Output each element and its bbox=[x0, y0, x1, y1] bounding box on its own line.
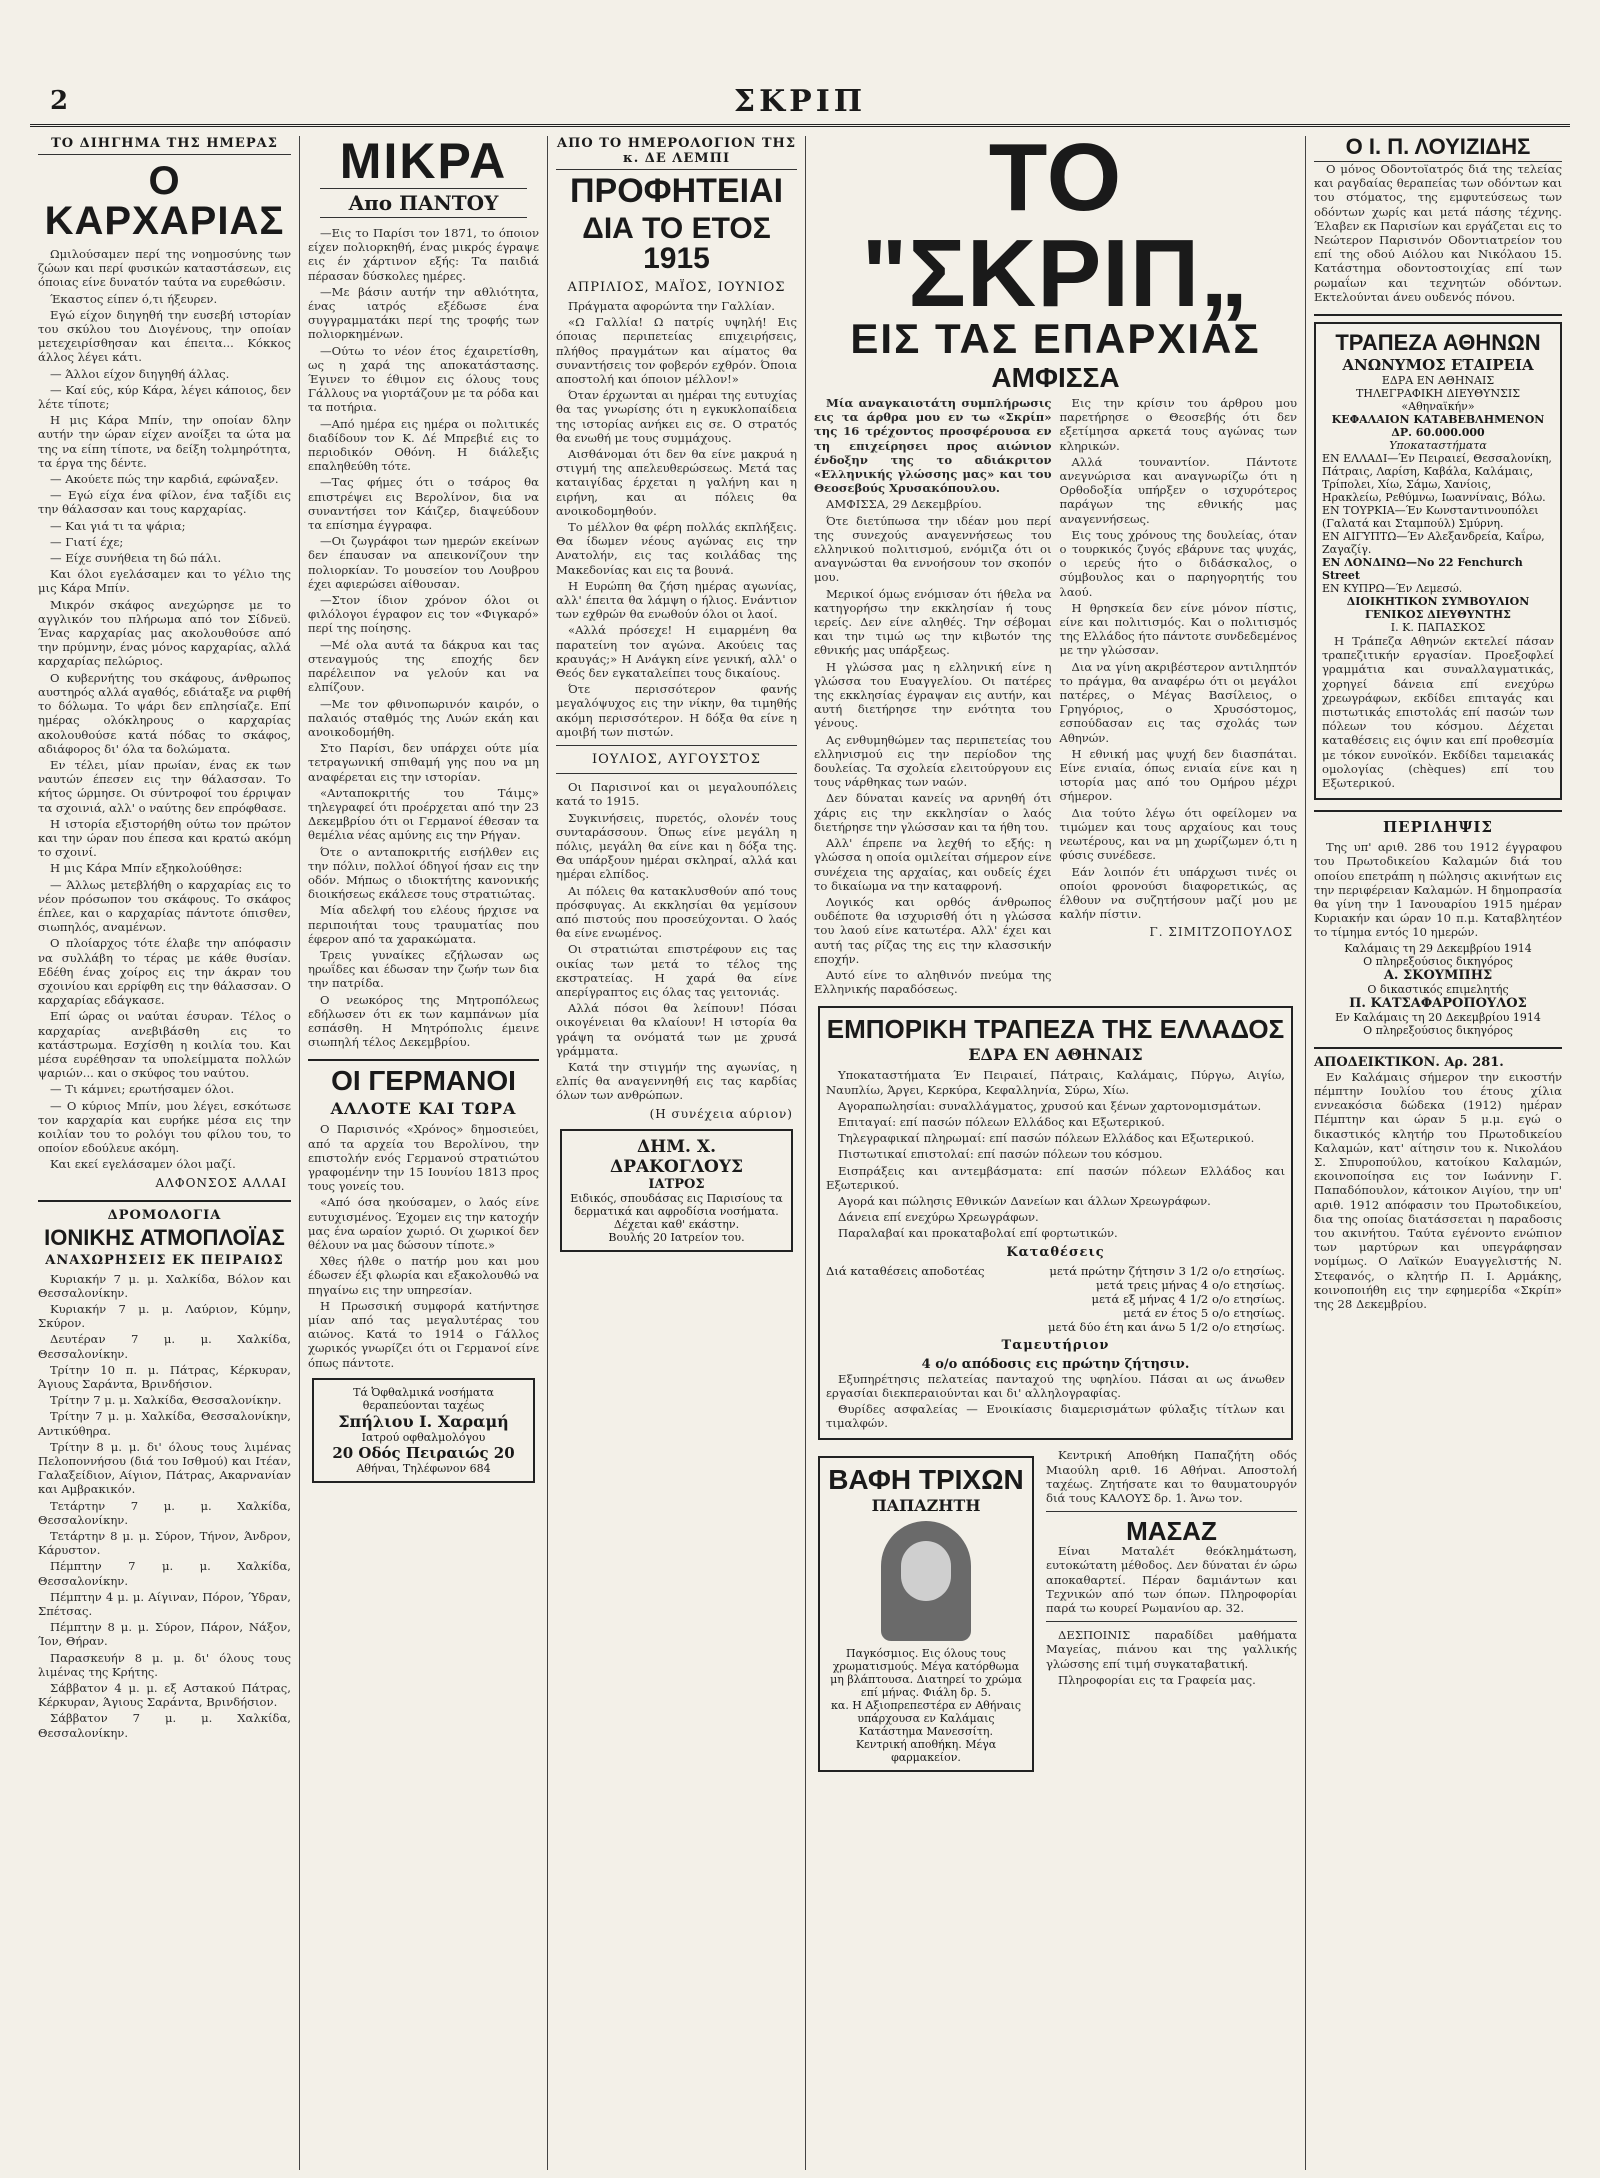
summary-place-2: Εν Καλάμαις τη 20 Δεκεμβρίου 1914 bbox=[1335, 1010, 1541, 1024]
hair-dye-text: Παγκόσμιος. Εις όλους τους χρωματισμούς. Μέγα κατόρθωμα μη βλάπτουσα. Διατηρεί το χρώμα επί μήνας. Φιάλη δρ. 5. bbox=[830, 1647, 1022, 1700]
emporiki-service: Τηλεγραφικαί πληρωμαί: επί πασών πόλεων Ελλάδος και Εξωτερικού. bbox=[838, 1131, 1255, 1146]
summary-title: ΠΕΡΙΛΗΨΙΣ bbox=[1382, 818, 1494, 837]
emporiki-service: Αγορά και πώλησις Εθνικών Δανείων και άλλων Χρεωγράφων. bbox=[838, 1193, 1211, 1208]
mikra-subhead: Απο ΠΑΝΤΟΥ bbox=[320, 188, 527, 218]
schedule-line: Παρασκευήν 8 μ. μ. δι' όλους τους λιμένας της Κρήτης. bbox=[38, 1650, 291, 1679]
savings-title: Ταμευτήριον bbox=[1001, 1337, 1110, 1353]
decision-text: Εν Καλάμαις σήμερον την εικοστήν πέμπτην Ιουλίου του έτους χίλια εννεακόσια δώδεκα (1912) ημέραν Πέμπτην και ώραν 5 μ.μ. εγώ ο δικαστικός κλητήρ του Πρωτοδικείου Καλαμών, κατ' αίτησιν του κ. Νικολάου Σ. Σπυροπούλου, κατοίκου Καλαμών, εκοινοποίησα εις τον Ιωάννην Γ. Παπαδόπουλον, κάτοικον Αιγίου, την υπ' αριθ. 1912 απόφασιν του Πρωτοδικείου, δια της οποίας διατάσσεται η παραδοσις του ακινήτου. Ταύτα εγένοντο ενώπιον των μαρτύρων και υπεγράφησαν νομίμως. Ο Λαϊκών Ευαγγελιστής Ν. Στεφανός, ο κλητήρ Π. Ι. Αρμάκης, κοινοποιήθη εις την εφημερίδα «Σκρίπ» της 28 Δεκεμβρίου. bbox=[1314, 1069, 1562, 1311]
prophecy-paragraph: Πράγματα αφορώντα την Γαλλίαν. bbox=[568, 299, 775, 313]
story-paragraph: Και εκεί εγελάσαμεν όλοι μαζί. bbox=[50, 1157, 236, 1172]
story-paragraph: Η μις Κάρα Μπίν εξηκολούθησε: bbox=[50, 861, 243, 876]
doctor-title: ΙΑΤΡΟΣ bbox=[648, 1176, 705, 1192]
schedule-line: Τετάρτην 7 μ. μ. Χαλκίδα, Θεσσαλονίκην. bbox=[38, 1498, 291, 1527]
story-paragraph: Ο πλοίαρχος τότε έλαβε την απόφασιν να συλλάβη το τέρας με κάθε θυσίαν. Εδέθη ένας χοίρος εις την άκραν του σχοινίου και ερρίφθη εις την θάλασσαν. Ο καρχαρίας εδάγκασε. bbox=[38, 936, 291, 1008]
story-paragraph: Ο κυβερνήτης του σκάφους, άνθρωπος αυστηρός αλλά αγαθός, εδιάταξε να ριφθή το δόλωμα. Το ψάρι δεν επλησίαζε. Επί ημέρας ολόκληρους ο καρχαρίας ακολουθούσε κατά πόδας το σκάφος, αδιάφορος δι' όλα τα δολώματα. bbox=[38, 670, 291, 756]
mikra-item: Στο Παρίσι, δεν υπάρχει ούτε μία τετραγωνική σπιθαμή γης που να μη αναφέρεται εις την ιστορίαν. bbox=[308, 741, 539, 784]
mikra-item: —Μέ ολα αυτά τα δάκρυα και τας στεναγμούς της εποχής δεν παρέλειπον να γελούν και να ελπίζουν. bbox=[308, 637, 539, 695]
prophecy-paragraph: Το μέλλον θα φέρη πολλάς εκπλήξεις. Θα ίδωμεν νέους αγώνας εις την Ανατολήν, εις τας κοιλάδας της Μακεδονίας και εις τα βουνά. bbox=[556, 520, 797, 577]
emporiki-service: Επιταγαί: επί πασών πόλεων Ελλάδος και Εξωτερικού. bbox=[838, 1114, 1165, 1129]
prophecy-paragraph: Αι πόλεις θα κατακλυσθούν από τους πρόσφυγας. Αι εκκλησίαι θα γεμίσουν από πιστούς που προσεύχονται. Ο λαός θα είνε ενωμένος. bbox=[556, 883, 797, 941]
skrip-place: ΑΜΦΙΣΣΑ bbox=[991, 362, 1120, 393]
eye-ad-address: 20 Οδός Πειραιώς 20 bbox=[332, 1443, 515, 1462]
hair-dye-name: ΠΑΠΑΖΗΤΗ bbox=[871, 1496, 981, 1516]
summary-seal: Ο πληρεξούσιος δικηγόρος bbox=[1363, 1023, 1513, 1037]
column-prophecies bbox=[548, 136, 806, 2170]
hair-dye-ad bbox=[818, 1456, 1034, 1772]
germans-body bbox=[308, 1122, 539, 1369]
massage-text: Είναι Ματαλέτ θεόκλημάτωση, ευτοκώτατη μέθοδος. Δεν δύναται έν ώρω αποκαθαρτεί. Πέραν δαμιάντων και Τεχνικών από των όπων. Πληροφορίαι παρά τω κουρεί Ρωμανίου αρ. 32. bbox=[1046, 1544, 1297, 1615]
prophecy-continued: (Η συνέχεια αύριον) bbox=[649, 1106, 793, 1121]
hair-dye-right: Κεντρική Αποθήκη Παπαζήτη οδός Μιαούλη αριθ. 16 Αθήναι. Αποστολή ταχέως. Ζητήσατε και το θαυματουργόν διά τους ΚΑΛΟΥΣ δρ. 1. Άνω τον. bbox=[1046, 1448, 1297, 1505]
summary-text: Της υπ' αριθ. 286 του 1912 έγγραφου του Πρωτοδικείου Καλαμών διά του οποίου επετράπη η πώλησις ακινήτων εις την περιφέρειαν Καλαμών. Η δημοπρασία θα γίνη την 1 Ιανουαρίου 1915 ημέραν Κυριακήν και ώραν 10 π.μ. Καταβλητέον το τίμημα εντός 10 ημερών. bbox=[1314, 840, 1562, 940]
skrip-intro: Μία αναγκαιοτάτη συμπλήρωσις εις τα άρθρα μου εν τω «Σκρίπ» της 16 τρέχοντος προσφέρουσα εν τη επιχείρησει προς αιώνιον ένδοξην της το αδιάκριτον «Ελληνικής γλώσσης μας» και του Θεοσεβούς Χρυσακόπουλου. bbox=[814, 396, 1052, 496]
schedule-line: Κυριακήν 7 μ. μ. Λαύριον, Κύμην, Σκύρον. bbox=[38, 1302, 291, 1331]
schedule-line: Τρίτην 8 μ. μ. δι' όλους τους λιμένας Πελοποννήσου (διά του Ισθμού) και Ιτέαν, Γαλαξείδιον, Αίγιον, Πάτρας, Ακαρνανίαν και Αμβρακικόν. bbox=[38, 1439, 291, 1497]
schedule-line: Τρίτην 10 π. μ. Πάτρας, Κέρκυραν, Άγιους Σαράντα, Βρινδήσιον. bbox=[38, 1362, 291, 1392]
portrait-illustration bbox=[881, 1521, 971, 1641]
column-mikra bbox=[300, 136, 548, 2170]
summary-lawyer-title: Ο πληρεξούσιος δικηγόρος bbox=[1363, 954, 1513, 968]
doctor-ad bbox=[560, 1129, 793, 1252]
bank-athens-text: Η Τράπεζα Αθηνών εκτελεί πάσαν τραπεζιτικήν εργασίαν. Προεξοφλεί γραμμάτια και συναλλαγματικάς, χορηγεί δάνεια επί ενεχύρω χρεωγράφων, εκδίδει επιταγάς και πιστωτικάς επιστολάς επί πασών των πόλεων του κόσμου. Δέχεται καταθέσεις εις όψιν και επί προθεσμία με τόκον ευνοϊκόν. Εκδίδει ταμειακάς ομολογίας (chèques) επί του Εξωτερικού. bbox=[1322, 634, 1554, 791]
skrip-subheadline: ΕΙΣ ΤΑΣ ΕΠΑΡΧΙΑΣ bbox=[850, 315, 1261, 362]
story-author: ΑΛΦΟΝΣΟΣ ΑΛΛΑΙ bbox=[155, 1175, 287, 1190]
bank-athens-line: ΕΝ ΚΥΠΡΩ—Έν Λεμεσώ. bbox=[1322, 582, 1463, 596]
mikra-item: Ο νεωκόρος της Μητροπόλεως εδήλωσεν ότι εκ των καμπάνων μία εσπάσθη. Η Μητρόπολις έμεινε σιωπηλή τέλος Δεκεμβρίου. bbox=[308, 992, 539, 1050]
story-headline: Ο ΚΑΡΧΑΡΙΑΣ bbox=[44, 159, 285, 243]
skrip-paragraph: Εις την κρίσιν του άρθρου μου παρετήρησε ο Θεοσεβής ότι δεν εξετίμησα αρκετά τους αγώνας των κληρικών. bbox=[1059, 396, 1297, 453]
story-paragraph: Ωμιλούσαμεν περί της νοημοσύνης των ζώων και περί φυσικών καταστάσεων, εις όποιας είνε δυνατόν ταύτα να ευρεθώσιν. bbox=[38, 247, 291, 290]
newspaper-name: ΣΚΡΙΠ bbox=[733, 84, 867, 119]
prophecy-paragraph: Συγκινήσεις, πυρετός, ολονέν τους συνταράσσουν. Όπως είνε μεγάλη η πόλις, μεγάλη θα είνε και η δόξα της. Θα υπάρξουν ημέραι σκληραί, αλλά και ημέραι ελπίδος. bbox=[556, 810, 797, 882]
emporiki-footer: Εξυπηρέτησις πελατείας πανταχού της υφηλίου. Πάσαι αι ως άνωθεν εργασίαι διεκπεραιούνται και δι' αλληλογραφίας. bbox=[826, 1371, 1285, 1400]
emporiki-service: Πιστωτικαί επιστολαί: επί πασών πόλεων του κόσμου. bbox=[838, 1147, 1163, 1162]
story-paragraph: Εν τέλει, μίαν πρωίαν, ένας εκ των ναυτών έπεσεν εις την θάλασσαν. Το κήτος ώρμησε. Οι σύντροφοί του έρριψαν τα σχοινιά, αλλ' ο ναύτης δεν επρόφθασε. bbox=[38, 757, 291, 815]
bank-athens-title: ΤΡΑΠΕΖΑ ΑΘΗΝΩΝ bbox=[1335, 330, 1541, 356]
hair-dye-center: Κεντρική αποθήκη. Μέγα φαρμακείον. bbox=[855, 1738, 997, 1765]
bank-athens-line: Ι. Κ. ΠΑΠΑΣΚΟΣ bbox=[1390, 621, 1486, 635]
summary-lawyer: Α. ΣΚΟΥΜΠΗΣ bbox=[1383, 967, 1493, 983]
mikra-item: —Από ημέρα εις ημέρα οι πολιτικές διαδίδουν τον Κ. Δέ Μπρεβιέ εις το περιοδικόν Οθόνη. Η διάλεξις επαληθεύθη τότε. bbox=[308, 416, 539, 474]
doctor-text: Ειδικός, σπουδάσας εις Παρισίους τα δερματικά και αφροδίσια νοσήματα. Δέχεται καθ' εκάστην. bbox=[570, 1191, 783, 1231]
story-paragraph: Έκαστος είπεν ό,τι ήξευρεν. bbox=[50, 291, 218, 306]
mikra-headline: ΜΙΚΡΑ bbox=[339, 136, 508, 189]
deposits-title: Καταθέσεις bbox=[1006, 1244, 1105, 1260]
story-body bbox=[38, 247, 291, 1172]
column-notices bbox=[1306, 136, 1570, 2170]
masthead bbox=[30, 80, 1570, 127]
skrip-paragraph: Δια τούτο λέγω ότι οφείλομεν να τιμώμεν και τους αρχαίους και τους νεωτέρους, και να μη χωρίζωμεν ό,τι η φύσις συνέδεσε. bbox=[1059, 805, 1297, 863]
decision-title: ΑΠΟΔΕΙΚΤΙΚΟΝ. Αρ. 281. bbox=[1314, 1054, 1504, 1070]
story-paragraph: Και όλοι εγελάσαμεν και το γέλιο της μις Κάρα Μπίν. bbox=[38, 567, 291, 596]
summary-clerk-name: Π. ΚΑΤΣΑΦΑΡΟΠΟΥΛΟΣ bbox=[1349, 995, 1527, 1011]
prophecy-paragraph: Αισθάνομαι ότι δεν θα είνε μακρυά η στιγμή της απελευθερώσεως. Μετά τας καταιγίδας έρχεται η γαλήνη και η ειρήνη, και αι πόλεις θα ανοικοδομηθούν. bbox=[556, 447, 797, 518]
emporiki-subtitle: ΕΔΡΑ ΕΝ ΑΘΗΝΑΙΣ bbox=[968, 1045, 1143, 1065]
emporiki-bank-ad bbox=[818, 1006, 1293, 1440]
skrip-paragraph: Δια να γίνη ακριβέστερον αντιληπτόν το πράγμα, θα αναφέρω ότι οι μεγάλοι πατέρες, ο Μέγας Βασίλειος, ο Γρηγόριος, ο Χρυσόστομος, εσπούδασαν εις τας σχολάς των Αθηνών. bbox=[1059, 659, 1297, 745]
mikra-item: —Εις το Παρίσι τον 1871, το όποιον είχεν πολιορκηθή, ένας μικρός έγραψε εις έν χάρτινον εξής: Τα παιδιά πέρασαν δύσκολες ημέρες. bbox=[308, 226, 539, 283]
skrip-paragraph: Εάν λοιπόν έτι υπάρχωσι τινές οι οποίοι φρονούσι διαφορετικώς, ας έλθουν να συζητήσουν μαζί μου με καλήν πίστιν. bbox=[1059, 864, 1297, 922]
story-paragraph: — Άλλοι είχον διηγηθή άλλας. bbox=[50, 366, 230, 381]
skrip-paragraph: Αλλ' έπρεπε να λεχθή το εξής: η γλώσσα η οποία ομιλείται σήμερον είνε συνέχεια της αρχαίας, και ουδείς έχει το δικαίωμα να την καταφρονή. bbox=[814, 836, 1052, 893]
schedule-line: Δευτέραν 7 μ. μ. Χαλκίδα, Θεσσαλονίκην. bbox=[38, 1332, 291, 1361]
lessons-text: ΔΕΣΠΟΙΝΙΣ παραδίδει μαθήματα Μαγείας, πιάνου και της γαλλικής γλώσσης επί τιμή συγκαταβατική. bbox=[1046, 1628, 1297, 1671]
schedule-line: Πέμπτην 7 μ. μ. Χαλκίδα, Θεσσαλονίκην. bbox=[38, 1559, 291, 1588]
summary-clerk: Ο δικαστικός επιμελητής bbox=[1367, 982, 1509, 996]
story-paragraph: — Καί εύς, κύρ Κάρα, λέγει κάποιος, δεν λέτε τίποτε; bbox=[38, 382, 291, 412]
bank-athens-line: ΚΕΦΑΛΑΙΟΝ ΚΑΤΑΒΕΒΛΗΜΕΝΟΝ ΔΡ. 60.000.000 bbox=[1331, 413, 1545, 440]
skrip-paragraph: Αυτό είνε το αληθινόν πνεύμα της Ελληνικής παραδόσεως. bbox=[814, 967, 1052, 997]
lessons-info: Πληροφορίαι εις τα Γραφεία μας. bbox=[1058, 1672, 1256, 1687]
deposit-row: μετά εν έτος 5 ο/ο ετησίως. bbox=[1123, 1305, 1285, 1320]
schedule-line: Σάββατον 4 μ. μ. εξ Αστακού Πάτρας, Κέρκυραν, Άγιους Σαράντα, Βρινδήσιον. bbox=[38, 1681, 291, 1710]
eye-ad-line: Ιατρού οφθαλμολόγου bbox=[361, 1430, 486, 1444]
deposit-row: Διά καταθέσεις αποδοτέας μετά πρώτην ζήτησιν 3 1/2 ο/ο ετησίως. bbox=[826, 1263, 1285, 1278]
schedule-line: Σάββατον 7 μ. μ. Χαλκίδα, Θεσσαλονίκην. bbox=[38, 1711, 291, 1740]
prophecy-kicker: ΑΠΟ ΤΟ ΗΜΕΡΟΛΟΓΙΟΝ ΤΗΣ κ. ΔΕ ΛΕΜΠΙ bbox=[556, 136, 797, 170]
schedule-list bbox=[38, 1272, 291, 1740]
mikra-item: —Οι ζωγράφοι των ημερών εκείνων δεν έπαυσαν να απεικονίζουν την πολιορκίαν. Το μουσείον του Λουβρου έχει αφιερώσει αίθουσαν. bbox=[308, 534, 539, 591]
story-paragraph: — Ο κύριος Μπίν, μου λέγει, εσκότωσε τον καρχαρία και ευρήκε μέσα εις την κοιλίαν του το ρολόγι του φίλου του, το οποίον εδούλευε ακόμη. bbox=[38, 1098, 291, 1156]
germans-paragraph: Χθες ήλθε ο πατήρ μου και μου έδωσεν έξι φλωρία και εξακολουθώ να πηγαίνω εις την υπηρεσίαν. bbox=[308, 1254, 539, 1297]
bank-athens-line: ΕΝ ΕΛΛΑΔΙ—Έν Πειραιεί, Θεσσαλονίκη, Πάτραις, Λαρίση, Καβάλα, Καλάμαις, Τρίπολει, Χίω, Σάμω, Χανίοις, Ηρακλείω, Ρεθύμνω, Ιωαννίναις, Βόλω. bbox=[1322, 452, 1552, 505]
mikra-item: —Τας φήμες ότι ο τσάρος θα επιστρέψει εις Βερολίνον, δια να συναντήσει τον Κάιζερ, διαψεύδουν τα επίσημα έγγραφα. bbox=[308, 475, 539, 533]
mikra-item: Μία αδελφή του ελέους ήρχισε να περιποιήται τους τραυματίας που έφερον από τα χαρακώματα. bbox=[308, 903, 539, 946]
deposit-row: μετά εξ μήνας 4 1/2 ο/ο ετησίως. bbox=[1091, 1291, 1285, 1306]
skrip-paragraph: Η εθνική μας ψυχή δεν διασπάται. Είνε ενιαία, όπως ενιαία είνε και η ιστορία μας από του Ομήρου μέχρι σήμερον. bbox=[1059, 746, 1297, 804]
emporiki-title: ΕΜΠΟΡΙΚΗ ΤΡΑΠΕΖΑ ΤΗΣ ΕΛΛΑΔΟΣ bbox=[826, 1014, 1285, 1045]
prophecy-body-2 bbox=[556, 780, 797, 1102]
mikra-item: —Στον ίδιον χρόνον όλοι οι φιλόλογοι έγραφον εις τον «Φιγκαρό» περί της ποίησης. bbox=[308, 593, 539, 636]
bank-athens-line: ΔΙΟΙΚΗΤΙΚΟΝ ΣΥΜΒΟΥΛΙΟΝ bbox=[1346, 595, 1530, 609]
bottom-ads bbox=[814, 1448, 1297, 1780]
skrip-article bbox=[814, 396, 1297, 998]
deposit-row: μετά δύο έτη και άνω 5 1/2 ο/ο ετησίως. bbox=[1048, 1319, 1285, 1334]
prophecy-paragraph: Οι στρατιώται επιστρέφουν εις τας οικίας των μετά το τέλος της εκστρατείας. Η χαρά θα είνε απερίγραπτος εις όλας τας γειτονιάς. bbox=[556, 942, 797, 999]
mikra-item: —Με τον φθινοπωρινόν καιρόν, ο παλαιός σταθμός της Λυών εκάη και ανοικοδομήθη. bbox=[308, 696, 539, 739]
skrip-paragraph: Η γλώσσα μας η ελληνική είνε η γλώσσα του Ευαγγελίου. Οι πατέρες της εκκλησίας έγραψαν εις αυτήν, και αυτή διετήρησε την ενότητα του γένους. bbox=[814, 659, 1052, 731]
story-paragraph: — Άλλως μετεβλήθη ο καρχαρίας εις το νέον πρόσωπον του σκάφους. Το σκάφος έπλεε, και ο καρχαρίας πάντοτε όπισθεν, σιωπηλός, αναμένων. bbox=[38, 877, 291, 935]
prophecy-subheadline: ΔΙΑ ΤΟ ΕΤΟΣ 1915 bbox=[582, 212, 771, 275]
bank-athens-ad bbox=[1314, 322, 1562, 800]
prophecy-paragraph: Κατά την στιγμήν της αγωνίας, η ελπίς θα αναγεννηθή εις τας καρδίας όλων των ανθρώπων. bbox=[556, 1059, 797, 1103]
prophecy-paragraph: Όταν έρχωνται αι ημέραι της ευτυχίας θα τας γνωρίσης ότι η εγκυκλοπαίδεια της ιστορίας ανήκει εις σε. Ο στρατός θα ενωθή με τους συμμάχους. bbox=[556, 388, 797, 445]
schedule-line: Τετάρτην 8 μ. μ. Σύρον, Τήνον, Άνδρον, Κάρυστον. bbox=[38, 1529, 291, 1558]
story-paragraph: — Και γιά τι τα ψάρια; bbox=[50, 518, 186, 533]
summary-place: Καλάμαις τη 29 Δεκεμβρίου 1914 bbox=[1344, 941, 1532, 955]
skrip-paragraph: Η θρησκεία δεν είνε μόνον πίστις, είνε και πολιτισμός. Και ο πολιτισμός της Ελλάδος ήτο πάντοτε συνδεδεμένος με την γλώσσαν. bbox=[1059, 600, 1297, 658]
story-paragraph: — Γιατί έχε; bbox=[50, 534, 124, 549]
bank-athens-line: ΤΗΛΕΓΡΑΦΙΚΗ ΔΙΕΥΘΥΝΣΙΣ «Αθηναϊκήν» bbox=[1356, 387, 1520, 414]
column-skrip-provinces bbox=[806, 136, 1306, 2170]
page-number: 2 bbox=[50, 86, 69, 116]
skrip-paragraph: Εις τους χρόνους της δουλείας, όταν ο τουρκικός ζυγός εβάρυνε τας ψυχάς, ο ιερεύς ήτο ο διδάσκαλος, ο σύμβουλος και ο παρηγορητής του λαού. bbox=[1059, 527, 1297, 599]
prophecy-paragraph: «Αλλά πρόσεχε! Η ειμαρμένη θα παρατείνη τον αγώνα. Ακούεις τας κραυγάς;» Η Ανάγκη είνε γενική, αλλ' ο Θεός δεν εγκαταλείπει τους δικαίους. bbox=[556, 623, 797, 681]
story-paragraph: Η ιστορία εξιστορήθη ούτω τον πρώτον και την ώραν που έπεσα και κρατώ ακόμη το σχοινί. bbox=[38, 816, 291, 860]
emporiki-branches: Υποκαταστήματα Έν Πειραιεί, Πάτραις, Καλάμαις, Πύργω, Αιγίω, Ναυπλίω, Άργει, Κερκύρα, Κεφαλληνία, Σύρω, Χίω. bbox=[826, 1068, 1285, 1097]
emporiki-service: Δάνεια επί ενεχύρω Χρεωγράφων. bbox=[838, 1210, 1039, 1225]
massage-title: ΜΑΣΑΖ bbox=[1126, 1516, 1217, 1547]
skrip-paragraph: Ας ενθυμηθώμεν τας περιπετείας του ελληνισμού εις την περίοδον της δουλείας. Τα σχολεία ελειτούργουν εις τους νάρθηκας των ναών. bbox=[814, 732, 1052, 790]
prophecy-paragraph: Η Ευρώπη θα ζήση ημέρας αγωνίας, αλλ' έπειτα θα λάμψη ο ήλιος. Ενάντιον των εχθρών θα ενωθούν όλοι οι λαοί. bbox=[556, 578, 797, 622]
mikra-body bbox=[308, 226, 539, 1049]
eye-ad-name: Σπήλιου Ι. Χαραμή bbox=[338, 1411, 509, 1431]
eye-doctor-ad bbox=[312, 1378, 535, 1483]
eye-ad-city: Αθήναι, Τηλέφωνον 684 bbox=[356, 1461, 491, 1475]
bank-athens-line: ΕΝ ΛΟΝΔΙΝΩ—Νο 22 Fenchurch Street bbox=[1322, 556, 1523, 583]
prophecy-paragraph: Οι Παρισινοί και οι μεγαλουπόλεις κατά το 1915. bbox=[556, 780, 797, 809]
skrip-paragraph: Λογικός και ορθός άνθρωπος ουδέποτε θα ισχυρισθή ότι η γλώσσα του λαού είνε κατωτέρα. Αλλ' έχει και αυτή τας ρίζας της εις την κλασσικήν εποχήν. bbox=[814, 894, 1052, 966]
schedule-line: Κυριακήν 7 μ. μ. Χαλκίδα, Βόλον και Θεσσαλονίκην. bbox=[38, 1271, 291, 1300]
doctor-address: Βουλής 20 Ιατρείον του. bbox=[608, 1230, 745, 1244]
germans-paragraph: «Από όσα ηκούσαμεν, ο λαός είνε ευτυχισμένος. Έχομεν εις την κατοχήν μας ένα ωραίον χωριό. Οι χωρικοί δεν θέλουν να μας δώσουν τίποτε.» bbox=[308, 1195, 539, 1252]
eye-ad-line: Τά Ὀφθαλμικά νοσήματα bbox=[353, 1385, 494, 1399]
story-paragraph: Μικρόν σκάφος ανεχώρησε με το αγγλικόν του πλήρωμα από τον Σίδνεϋ. Ένας καρχαρίας μας ακολουθούσε από την πρύμνην, ένας μόνος καρχαρίας, αλλά καρχαρίας πελώριος. bbox=[38, 597, 291, 669]
skrip-dateline: ΑΜΦΙΣΣΑ, 29 Δεκεμβρίου. bbox=[826, 497, 982, 512]
schedule-line: Τρίτην 7 μ. μ. Χαλκίδα, Θεσσαλονίκην, Αντικύθηρα. bbox=[38, 1409, 291, 1438]
doctor-name: ΔΗΜ. Χ. ΔΡΑΚΟΓΛΟΥΣ bbox=[610, 1136, 743, 1177]
germans-paragraph: Η Πρωσσική συμφορά κατήντησε μίαν από τας μεγαλυτέρας του αιώνος. Κατά το 1914 ο Γάλλος χωρικός γνωρίζει ότι οι Γερμανοί είνε όπως πάντοτε. bbox=[308, 1298, 539, 1370]
bank-athens-line: ΕΝ ΤΟΥΡΚΙΑ—Έν Κωνσταντινουπόλει (Γαλατά και Σταμπούλ) Σμύρνη. bbox=[1322, 504, 1539, 531]
bank-athens-line: ΕΔΡΑ ΕΝ ΑΘΗΝΑΙΣ bbox=[1381, 374, 1495, 388]
germans-headline: ΟΙ ΓΕΡΜΑΝΟΙ bbox=[331, 1065, 516, 1097]
bank-athens-line: ΕΝ ΑΙΓΥΠΤΩ—Έν Αλεξανδρεία, Καΐρω, Ζαγαζίγ. bbox=[1322, 530, 1545, 557]
schedule-line: Πέμπτην 8 μ. μ. Σύρον, Πάρον, Νάξον, Ίον, Θήραν. bbox=[38, 1620, 291, 1649]
emporiki-service: Αγοραπωλησίαι: συναλλάγματος, χρυσού και ξένων χαρτονομισμάτων. bbox=[838, 1098, 1262, 1113]
germans-paragraph: Ο Παρισινός «Χρόνος» δημοσιεύει, από τα αρχεία του Βερολίνου, την επιστολήν ενός Γερμανού στρατιώτου γραφομένην την 15 Ιουνίου 1813 προς τους γονείς του. bbox=[308, 1122, 539, 1194]
schedule-kicker: ΔΡΟΜΟΛΟΓΙΑ bbox=[107, 1207, 222, 1223]
hair-dye-title: ΒΑΦΗ ΤΡΙΧΩΝ bbox=[828, 1464, 1024, 1496]
dentist-text: Ο μόνος Οδοντοϊατρός διά της τελείας και ραγδαίας θεραπείας των οδόντων και του στόματος, της εμφυτεύσεως των οδόντων χωρίς και μετά πάσης τέχνης. Έλαβεν εκ Παρισίων και εργάζεται εις το Νεώτερον Παρισινόν Οδοντιατρείον του επί της οδού Αιόλου και Νικόλαου 15. Κατάστημα οδοντοστοιχίας επί των ρωμαΐων και τεχνητών οδόντων. Εκτελούνται άνευ ουδενός πόνου. bbox=[1314, 162, 1562, 304]
newspaper-page bbox=[30, 80, 1570, 2170]
story-paragraph: — Ακούετε πώς την καρδιά, εφώναξεν. bbox=[50, 472, 279, 487]
schedule-line: Πέμπτην 4 μ. μ. Αίγιναν, Πόρον, Ύδραν, Σπέτσας. bbox=[38, 1589, 291, 1619]
mikra-item: —Ούτω το νέον έτος έχαιρετίσθη, ως η χαρά της αποκατάστασης. Έγινεν το έθιμον εις όλους τους Γάλλους να γιορτάζουν με τα ρόδα και τα ποτήρια. bbox=[308, 343, 539, 415]
story-paragraph: Η μις Κάρα Μπίν, την οποίαν δλην αυτήν την ώραν είχεν ανοίξει τα ώτα μα της να είπη τίποτε, να δείξη τολμηρότητα, τα έργα της δέντε. bbox=[38, 413, 291, 470]
bank-athens-line: ΓΕΝΙΚΟΣ ΔΙΕΥΘΥΝΤΗΣ bbox=[1365, 608, 1511, 622]
prophecy-paragraph: Αλλά πόσοι θα λείπουν! Πόσαι οικογένειαι θα κλαίουν! Η ιστορία θα γράψη τα ονόματά των με χρυσά γράμματα. bbox=[556, 1001, 797, 1058]
skrip-paragraph: Ότε διετύπωσα την ιδέαν μου περί της συνεχούς αναγεννήσεως του ελληνικού πολιτισμού, ενόμιζα ότι οι αναγνώσται θα εννοήσουν τον σκοπόν μου. bbox=[814, 513, 1052, 585]
skrip-paragraph: Αλλά τουναντίον. Πάντοτε ανεγνώρισα και αναγνωρίζω ότι η Ορθοδοξία υπήρξεν ο ισχυρότερος παράγων της εθνικής μας αναγεννήσεως. bbox=[1059, 454, 1297, 526]
mikra-item: Ότε ο ανταποκριτής εισήλθεν εις την πόλιν, πολλοί όδηγοί ήσαν εις την οδόν. Μήπως ο ιδιοκτήτης κανονικής διοικήσεως εκάλεσε τους στρατιώτας. bbox=[308, 844, 539, 902]
prophecy-months: ΙΟΥΛΙΟΣ, ΑΥΓΟΥΣΤΟΣ bbox=[592, 752, 761, 768]
skrip-author: Γ. ΣΙΜΙΤΖΟΠΟΥΛΟΣ bbox=[1149, 925, 1293, 940]
skrip-paragraph: Μερικοί όμως ενόμισαν ότι ήθελα να κατηγορήσω την εκκλησίαν ή τους ιερείς. Δεν είνε αληθές. Την σέβομαι και την τιμώ ως την κιβωτόν της εθνικής μας υπάρξεως. bbox=[814, 586, 1052, 658]
dentist-title: Ο Ι. Π. ΛΟΥΙΖΙΔΗΣ bbox=[1314, 136, 1562, 162]
schedule-line: Τρίτην 7 μ. μ. Χαλκίδα, Θεσσαλονίκην. bbox=[50, 1393, 282, 1408]
skrip-headline: ΤΟ "ΣΚΡΙΠ„ bbox=[861, 136, 1250, 327]
bank-athens-line: Υποκαταστήματα bbox=[1389, 439, 1487, 453]
skrip-paragraph: Δεν δύναται κανείς να αρνηθή ότι χάρις εις την εκκλησίαν ο λαός διετήρησε την γλώσσαν και τα ήθη του. bbox=[814, 791, 1052, 834]
prophecy-paragraph: «Ω Γαλλία! Ω πατρίς υψηλή! Εις όποιας περιπετείας επιχειρήσεις, πλήθος πραγμάτων και αίματος θα συναντήσεις τον φοβερόν εχθρόν. Όποια αποστολή και όποιον μέλλον!» bbox=[556, 315, 797, 387]
hair-dye-seller: κα. Η Αξιοπρεπεστέρα εν Αθήναις υπάρχουσα εν Καλάμαις Κατάστημα Μανεσσίτη. bbox=[831, 1699, 1021, 1739]
schedule-subtitle: ΑΝΑΧΩΡΗΣΕΙΣ ΕΚ ΠΕΙΡΑΙΩΣ bbox=[45, 1252, 284, 1268]
mikra-item: —Με βάσιν αυτήν την αθλιότητα, ένας ιατρός εξέδωσε ένα συγγραμματάκι περί της τροφής των πολιορκημένων. bbox=[308, 284, 539, 342]
germans-subhead: ΑΛΛΟΤΕ ΚΑΙ ΤΩΡΑ bbox=[330, 1099, 517, 1119]
story-kicker: ΤΟ ΔΙΗΓΗΜΑ ΤΗΣ ΗΜΕΡΑΣ bbox=[38, 136, 291, 155]
story-paragraph: Επί ώρας οι ναύται έσυραν. Τέλος ο καρχαρίας ανεβιβάσθη εις το κατάστρωμα. Εσχίσθη η κοιλία του. Και μέσα ευρέθησαν τα υπολείμματα πολλών ψαριών... και ο σκύφος του ναύτου. bbox=[38, 1009, 291, 1081]
schedule-title: ΙΟΝΙΚΗΣ ΑΤΜΟΠΛΟΪΑΣ bbox=[44, 1224, 285, 1250]
prophecy-paragraph: Ότε περισσότερον φανής μεγαλόψυχος εις την νίκην, θα τιμηθής ακόμη περισσότερον. Η δόξα θα είνε η αμοιβή των πιστών. bbox=[556, 682, 797, 739]
bank-athens-subtitle: ΑΝΩΝΥΜΟΣ ΕΤΑΙΡΕΙΑ bbox=[1342, 356, 1534, 375]
story-paragraph: — Τι κάμνει; ερωτήσαμεν όλοι. bbox=[50, 1082, 235, 1097]
prophecy-headline: ΠΡΟΦΗΤΕΙΑΙ bbox=[569, 172, 784, 210]
emporiki-service: Παραλαβαί και προκαταβολαί επί φορτωτικών. bbox=[838, 1226, 1118, 1241]
eye-ad-line: θεραπεύονται ταχέως bbox=[362, 1398, 485, 1412]
deposit-row: μετά τρεις μήνας 4 ο/ο ετησίως. bbox=[1095, 1277, 1285, 1292]
prophecy-body bbox=[556, 299, 797, 739]
story-paragraph: — Είχε συνήθεια τη δώ πάλι. bbox=[50, 551, 222, 566]
emporiki-vault: Θυρίδες ασφαλείας — Ενοικίασις διαμερισμάτων φύλαξις τίτλων και τιμαλφών. bbox=[826, 1401, 1285, 1431]
column-story bbox=[30, 136, 300, 2170]
story-paragraph: Εγώ είχον διηγηθή την ευσεβή ιστορίαν του σκύλου του Διογένους, την οποίαν μετεχειρίσθησαν και έπειτα... Κόκκος άλλος λέγει κάτι. bbox=[38, 307, 291, 365]
mikra-item: «Ανταποκριτής του Τάιμς» τηλεγραφεί ότι προέρχεται από την 23 Δεκεμβρίου ότι οι Γερμανοί έθεσαν τα θεμέλια νέας αμύνης εις την Ρήγαν. bbox=[308, 785, 539, 843]
story-paragraph: — Εγώ είχα ένα φίλον, ένα ταξίδι εις την θάλασσαν και τους καρχαρίας. bbox=[38, 488, 291, 517]
prophecy-months: ΑΠΡΙΛΙΟΣ, ΜΑΪΟΣ, ΙΟΥΝΙΟΣ bbox=[567, 280, 786, 295]
emporiki-service: Εισπράξεις και αντεμβάσματα: επί πασών πόλεων Ελλάδος και Εξωτερικού. bbox=[826, 1163, 1285, 1192]
mikra-item: Τρεις γυναίκες εζήλωσαν ως ηρωΐδες και έδωσαν την ζωήν των δια την πατρίδα. bbox=[308, 947, 539, 991]
savings-text: 4 ο/ο απόδοσις εις πρώτην ζήτησιν. bbox=[921, 1356, 1190, 1372]
